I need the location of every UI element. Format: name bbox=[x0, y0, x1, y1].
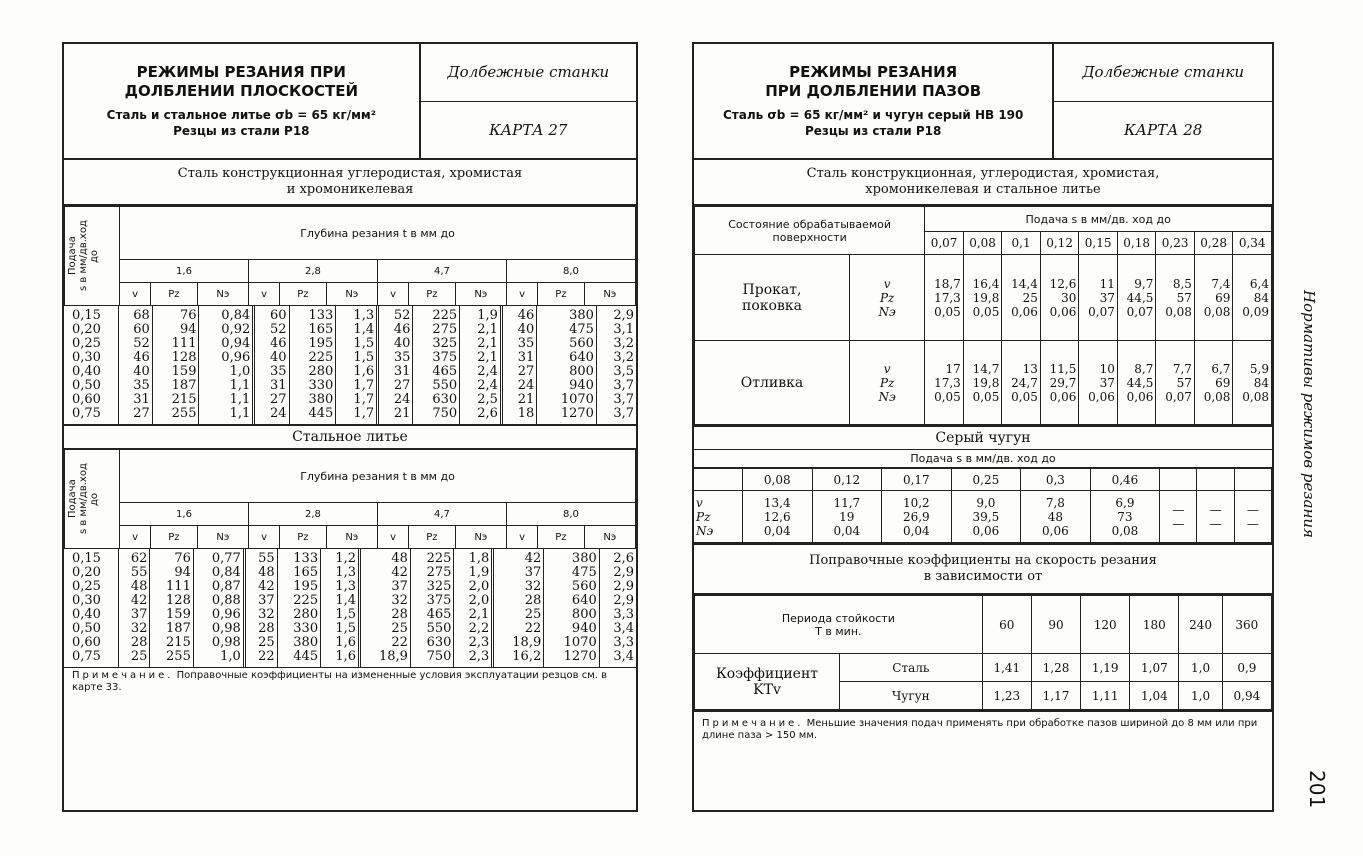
coef-value: 1,17 bbox=[1031, 682, 1080, 710]
feed-value: 0,28 bbox=[1194, 232, 1233, 255]
feed-value: 0,23 bbox=[1156, 232, 1195, 255]
cast-param-labels: v Pz Nэ bbox=[694, 491, 743, 543]
feed-value: 0,08 bbox=[963, 232, 1002, 255]
cast-feed: 0,46 bbox=[1090, 469, 1160, 491]
coef-label: Коэффициент KTv bbox=[695, 654, 840, 710]
sub-ne: Nэ bbox=[197, 283, 248, 306]
depth-3: 4,7 bbox=[377, 503, 506, 526]
cell-col: 6,4 84 0,09 bbox=[1233, 255, 1272, 341]
header-info-block bbox=[1054, 44, 1272, 158]
cast-feed: 0,3 bbox=[1021, 469, 1091, 491]
feed-value: 0,34 bbox=[1233, 232, 1272, 255]
cell-col: — — bbox=[1160, 491, 1197, 543]
cell-col: 14,4 25 0,06 bbox=[1002, 255, 1041, 341]
cell-col: 76 94 111 128 159 187 215 255 bbox=[152, 306, 199, 424]
cell-col: 14,7 19,8 0,05 bbox=[963, 341, 1002, 425]
sub-ne: Nэ bbox=[455, 283, 506, 306]
cell-col: 5,9 84 0,08 bbox=[1233, 341, 1272, 425]
cell-col: 0,84 0,92 0,94 0,96 1,0 1,1 1,1 1,1 bbox=[199, 306, 254, 424]
card-28 bbox=[692, 42, 1274, 812]
cell-col: 8,5 57 0,08 bbox=[1156, 255, 1195, 341]
cell-col: 225 275 325 375 465 550 630 750 bbox=[413, 306, 460, 424]
sub-ne: Nэ bbox=[326, 283, 377, 306]
coef-table bbox=[694, 595, 1272, 710]
coef-value: 1,23 bbox=[982, 682, 1031, 710]
sub-v: v bbox=[120, 283, 151, 306]
table1-body bbox=[64, 306, 636, 424]
note-lead: Примечание. bbox=[72, 670, 174, 681]
coef-value: 1,28 bbox=[1031, 654, 1080, 682]
card-subtitle: Сталь σb = 65 кг/мм² и чугун серый НВ 190 Резцы из стали Р18 bbox=[722, 108, 1024, 138]
cell-col: 42 37 32 28 25 22 18,9 16,2 bbox=[493, 549, 544, 667]
feed-value: 0,12 bbox=[1040, 232, 1079, 255]
period: 180 bbox=[1130, 596, 1179, 654]
sub-pz: Pz bbox=[538, 283, 584, 306]
note-text: Поправочные коэффициенты на измененные условия эксплуатации резцов см. в карте 33. bbox=[72, 670, 608, 693]
sub-v: v bbox=[506, 526, 537, 549]
card-title: РЕЖИМЫ РЕЗАНИЯ ПРИ ДОЛБЛЕНИИ ПЛОСКОСТЕЙ bbox=[124, 63, 359, 100]
period-label: Периода стойкости T в мин. bbox=[695, 596, 983, 654]
section-steel-caption: Сталь конструкционная углеродистая, хромистая и хромоникелевая bbox=[64, 160, 636, 206]
cell-col: 10,2 26,9 0,04 bbox=[882, 491, 952, 543]
cell-col: 16,4 19,8 0,05 bbox=[963, 255, 1002, 341]
cast-iron-table bbox=[694, 468, 1272, 543]
cast-feed bbox=[1160, 469, 1197, 491]
cell-col: 1,9 2,1 2,1 2,1 2,4 2,4 2,5 2,6 bbox=[460, 306, 502, 424]
feed-value: 0,07 bbox=[925, 232, 964, 255]
cell-col: 46 40 35 31 27 24 21 18 bbox=[501, 306, 536, 424]
cell-col: 13,4 12,6 0,04 bbox=[743, 491, 813, 543]
coef-value: 1,41 bbox=[982, 654, 1031, 682]
cast-feed bbox=[1197, 469, 1234, 491]
header-title-block bbox=[694, 44, 1054, 158]
feed-header-cell bbox=[65, 207, 120, 306]
depth-3: 4,7 bbox=[377, 260, 506, 283]
cast-feed: 0,08 bbox=[743, 469, 813, 491]
period: 240 bbox=[1179, 596, 1222, 654]
page-number: 201 bbox=[1305, 770, 1329, 809]
cell-col: 380 475 560 640 800 940 1070 1270 bbox=[544, 549, 600, 667]
coef-title: Поправочные коэффициенты на скорость резания в зависимости от bbox=[694, 543, 1272, 595]
material-prokat: Прокат, поковка bbox=[695, 255, 850, 341]
card-header bbox=[694, 44, 1272, 160]
cell-col: 0,77 0,84 0,87 0,88 0,96 0,98 0,98 1,0 bbox=[193, 549, 244, 667]
cell-col: 2,9 3,1 3,2 3,2 3,5 3,7 3,7 3,7 bbox=[596, 306, 636, 424]
state-label: Состояние обрабатываемой поверхности bbox=[695, 207, 925, 255]
sub-v: v bbox=[506, 283, 537, 306]
cell-col: 12,6 30 0,06 bbox=[1040, 255, 1079, 341]
coef-value: 1,11 bbox=[1081, 682, 1130, 710]
blank-cell bbox=[694, 469, 743, 491]
depth-2: 2,8 bbox=[248, 503, 377, 526]
depth-2: 2,8 bbox=[248, 260, 377, 283]
feed-value: 0,1 bbox=[1002, 232, 1041, 255]
sub-ne: Nэ bbox=[584, 283, 635, 306]
material-otlivka: Отливка bbox=[695, 341, 850, 425]
feed-values: 0,15 0,20 0,25 0,30 0,40 0,50 0,60 0,75 bbox=[72, 308, 101, 421]
feed-table bbox=[694, 206, 1272, 425]
table2-body bbox=[64, 549, 636, 667]
depth-4: 8,0 bbox=[506, 260, 635, 283]
cell-col: 18,7 17,3 0,05 bbox=[925, 255, 964, 341]
param-labels: v Pz Nэ bbox=[850, 341, 925, 425]
section-cast-caption: Стальное литье bbox=[64, 424, 636, 449]
card-number: КАРТА 27 bbox=[489, 120, 568, 139]
sub-pz: Pz bbox=[538, 526, 584, 549]
cast-feed: 0,17 bbox=[882, 469, 952, 491]
sub-pz: Pz bbox=[280, 283, 326, 306]
card-number: КАРТА 28 bbox=[1124, 120, 1203, 139]
table1-header bbox=[64, 206, 636, 306]
cell-col: 52 46 40 35 31 27 24 21 bbox=[378, 306, 413, 424]
cell-col: 380 475 560 640 800 940 1070 1270 bbox=[537, 306, 597, 424]
period: 60 bbox=[982, 596, 1031, 654]
depth-1: 1,6 bbox=[120, 503, 249, 526]
cell-col: 76 94 111 128 159 187 215 255 bbox=[150, 549, 193, 667]
feed-values: 0,15 0,20 0,25 0,30 0,40 0,50 0,60 0,75 bbox=[72, 551, 101, 664]
cell-col: 1,3 1,4 1,5 1,5 1,6 1,7 1,7 1,7 bbox=[336, 306, 378, 424]
sub-v: v bbox=[377, 526, 408, 549]
coef-value: 0,94 bbox=[1222, 682, 1271, 710]
cell-col: — — bbox=[1197, 491, 1234, 543]
feed-header-cell bbox=[65, 450, 120, 549]
sub-ne: Nэ bbox=[584, 526, 635, 549]
cast-feed: 0,12 bbox=[812, 469, 882, 491]
note-lead: Примечание. bbox=[702, 718, 804, 729]
cell-col: 133 165 195 225 280 330 380 445 bbox=[277, 549, 320, 667]
cell-col: 62 55 48 42 37 32 28 25 bbox=[119, 549, 150, 667]
cell-col: 7,8 48 0,06 bbox=[1021, 491, 1091, 543]
cast-feed: 0,25 bbox=[951, 469, 1021, 491]
cell-col: 13 24,7 0,05 bbox=[1002, 341, 1041, 425]
cell-col: 6,7 69 0,08 bbox=[1194, 341, 1233, 425]
header-title-block bbox=[64, 44, 421, 158]
cast-feed-label: Подача s в мм/дв. ход до bbox=[694, 450, 1272, 468]
feed-label: Подача s в мм/дв. ход до bbox=[925, 207, 1272, 232]
cell-col: 55 48 42 37 32 28 25 22 bbox=[244, 549, 277, 667]
cell-col: 1,2 1,3 1,3 1,4 1,5 1,5 1,6 1,6 bbox=[321, 549, 360, 667]
header-info-block bbox=[421, 44, 636, 158]
period: 360 bbox=[1222, 596, 1271, 654]
coef-value: 1,0 bbox=[1179, 654, 1222, 682]
depth-1: 1,6 bbox=[120, 260, 249, 283]
coef-value: 1,07 bbox=[1130, 654, 1179, 682]
note bbox=[694, 710, 1272, 744]
card-subtitle: Сталь и стальное литье σb = 65 кг/мм² Резцы из стали Р18 bbox=[106, 108, 376, 138]
sub-ne: Nэ bbox=[197, 526, 248, 549]
card-header bbox=[64, 44, 636, 160]
period: 90 bbox=[1031, 596, 1080, 654]
feed-label: Подача s в мм/дв.ход до bbox=[67, 463, 100, 535]
sub-pz: Pz bbox=[409, 526, 455, 549]
sub-pz: Pz bbox=[280, 526, 326, 549]
depth-4: 8,0 bbox=[506, 503, 635, 526]
sub-v: v bbox=[248, 526, 279, 549]
card-title: РЕЖИМЫ РЕЗАНИЯ ПРИ ДОЛБЛЕНИИ ПАЗОВ bbox=[765, 63, 982, 100]
note-text: Меньшие значения подач применять при обработке пазов шириной до 8 мм или при длине паза > 150 мм. bbox=[702, 718, 1258, 741]
cell-col: 133 165 195 225 280 330 380 445 bbox=[289, 306, 336, 424]
cell-col: 60 52 46 40 35 31 27 24 bbox=[254, 306, 289, 424]
sub-pz: Pz bbox=[151, 526, 197, 549]
coef-value: 1,04 bbox=[1130, 682, 1179, 710]
coef-value: 1,0 bbox=[1179, 682, 1222, 710]
cell-col: 7,4 69 0,08 bbox=[1194, 255, 1233, 341]
machine-type: Долбежные станки bbox=[1054, 44, 1272, 102]
sub-pz: Pz bbox=[151, 283, 197, 306]
cell-col: 11,5 29,7 0,06 bbox=[1040, 341, 1079, 425]
sub-ne: Nэ bbox=[326, 526, 377, 549]
cell-col: 9,0 39,5 0,06 bbox=[951, 491, 1021, 543]
machine-type: Долбежные станки bbox=[421, 44, 636, 102]
coef-value: 0,9 bbox=[1222, 654, 1271, 682]
depth-label: Глубина резания t в мм до bbox=[120, 450, 636, 503]
steel-label: Сталь bbox=[840, 654, 983, 682]
cast-feed bbox=[1234, 469, 1271, 491]
cell-col: 11,7 19 0,04 bbox=[812, 491, 882, 543]
sub-ne: Nэ bbox=[455, 526, 506, 549]
running-head: Нормативы режимов резания bbox=[1300, 290, 1318, 538]
iron-label: Чугун bbox=[840, 682, 983, 710]
cell-col: 6,9 73 0,08 bbox=[1090, 491, 1160, 543]
depth-label: Глубина резания t в мм до bbox=[120, 207, 636, 260]
sub-v: v bbox=[377, 283, 408, 306]
note bbox=[64, 667, 636, 696]
cell-col: 9,7 44,5 0,07 bbox=[1117, 255, 1156, 341]
cell-col: 2,6 2,9 2,9 2,9 3,3 3,4 3,3 3,4 bbox=[599, 549, 636, 667]
cell-col: 8,7 44,5 0,06 bbox=[1117, 341, 1156, 425]
cast-iron-title: Серый чугун bbox=[694, 425, 1272, 450]
cell-col: 7,7 57 0,07 bbox=[1156, 341, 1195, 425]
cell-col: — — bbox=[1234, 491, 1271, 543]
param-labels: v Pz Nэ bbox=[850, 255, 925, 341]
cell-col: 17 17,3 0,05 bbox=[925, 341, 964, 425]
section-steel-caption: Сталь конструкционная, углеродистая, хромистая, хромоникелевая и стальное литье bbox=[694, 160, 1272, 206]
cell-col: 68 60 52 46 40 35 31 27 bbox=[119, 306, 153, 424]
sub-pz: Pz bbox=[409, 283, 455, 306]
card-27 bbox=[62, 42, 638, 812]
sub-v: v bbox=[120, 526, 151, 549]
cell-col: 10 37 0,06 bbox=[1079, 341, 1118, 425]
feed-value: 0,18 bbox=[1117, 232, 1156, 255]
cell-col: 11 37 0,07 bbox=[1079, 255, 1118, 341]
feed-label: Подача s в мм/дв.ход до bbox=[67, 220, 100, 292]
sub-v: v bbox=[248, 283, 279, 306]
cell-col: 1,8 1,9 2,0 2,0 2,1 2,2 2,3 2,3 bbox=[454, 549, 493, 667]
feed-value: 0,15 bbox=[1079, 232, 1118, 255]
period: 120 bbox=[1081, 596, 1130, 654]
table2-header bbox=[64, 449, 636, 549]
cell-col: 225 275 325 375 465 550 630 750 bbox=[410, 549, 453, 667]
cell-col: 48 42 37 32 28 25 22 18,9 bbox=[360, 549, 411, 667]
coef-value: 1,19 bbox=[1081, 654, 1130, 682]
